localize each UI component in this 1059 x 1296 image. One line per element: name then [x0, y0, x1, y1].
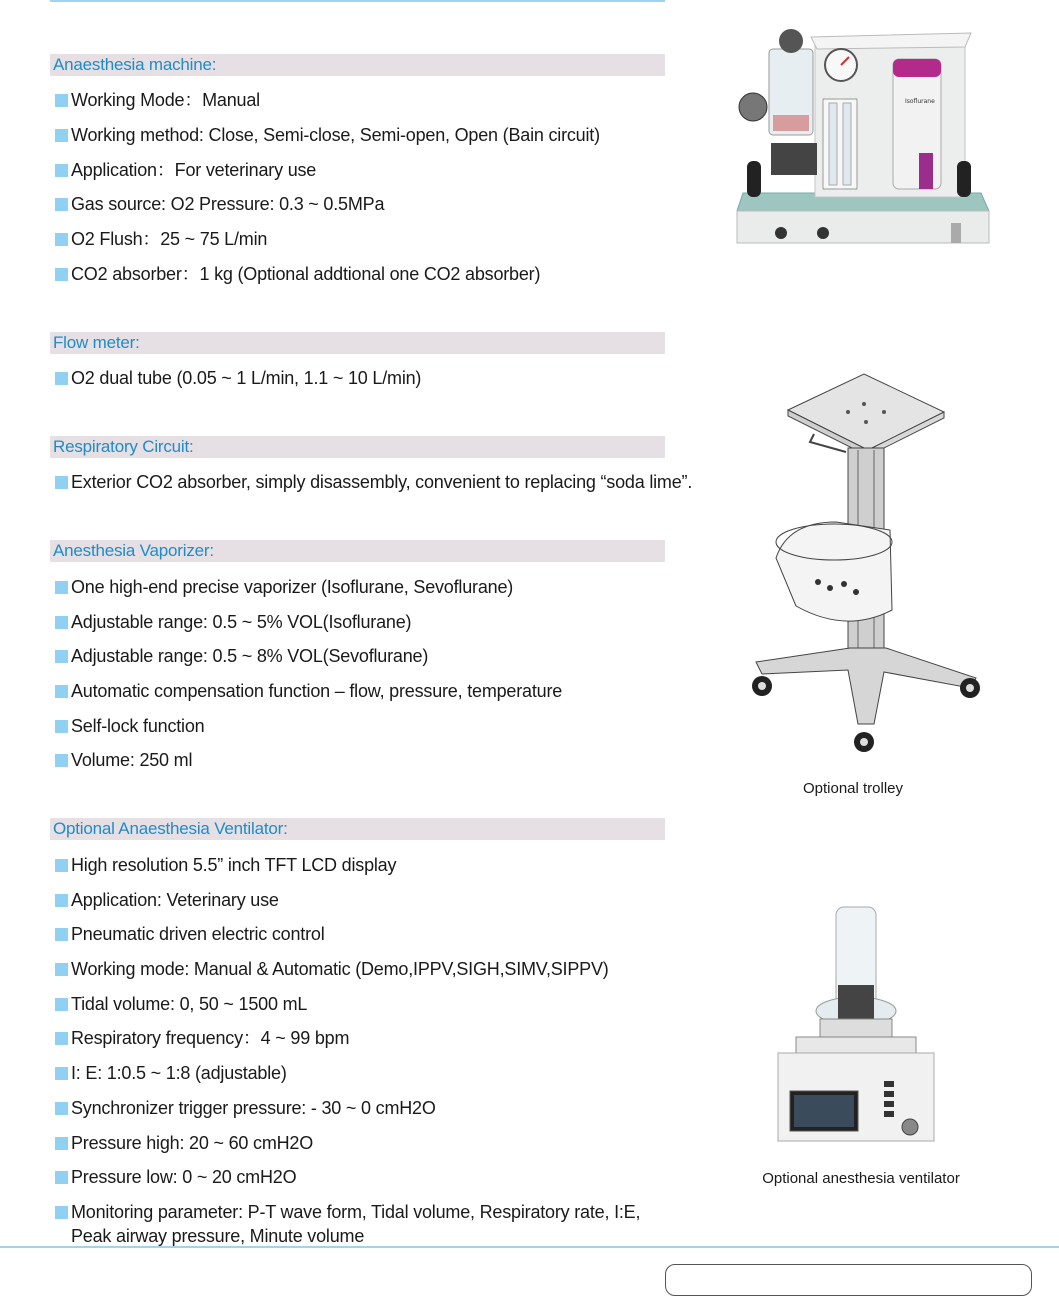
section-header-anesthesia-vaporizer: Anesthesia Vaporizer:	[50, 540, 665, 562]
bullet-square-icon	[55, 1171, 68, 1184]
list-item-continuation: Peak airway pressure, Minute volume	[71, 1226, 365, 1246]
list-item: I: E: 1:0.5 ~ 1:8 (adjustable)	[55, 1061, 287, 1085]
list-item: Pressure low: 0 ~ 20 cmH2O	[55, 1165, 296, 1189]
bullet-square-icon	[55, 94, 68, 107]
trolley-caption: Optional trolley	[802, 780, 904, 797]
bullet-square-icon	[55, 616, 68, 629]
list-item: Synchronizer trigger pressure: - 30 ~ 0 cmH2O	[55, 1096, 436, 1120]
ventilator-image	[776, 903, 938, 1143]
bullet-square-icon	[55, 581, 68, 594]
list-item: O2 Flush：25 ~ 75 L/min	[55, 227, 267, 251]
list-item: Volume: 250 ml	[55, 748, 192, 772]
list-item: Monitoring parameter: P-T wave form, Tidal volume, Respiratory rate, I:E,	[55, 1200, 640, 1224]
list-item: Working method: Close, Semi-close, Semi-open, Open (Bain circuit)	[55, 123, 600, 147]
section-header-flow-meter: Flow meter:	[50, 332, 665, 354]
list-item: Working Mode：Manual	[55, 88, 260, 112]
list-item: O2 dual tube (0.05 ~ 1 L/min, 1.1 ~ 10 L/min)	[55, 366, 421, 390]
vaporizer-label: Isoflurane	[905, 98, 935, 105]
bullet-square-icon	[55, 998, 68, 1011]
list-item: Working mode: Manual & Automatic (Demo,IPPV,SIGH,SIMV,SIPPV)	[55, 957, 609, 981]
bullet-square-icon	[55, 859, 68, 872]
list-item: Automatic compensation function – flow, pressure, temperature	[55, 679, 562, 703]
bullet-square-icon	[55, 650, 68, 663]
list-item: Adjustable range: 0.5 ~ 8% VOL(Sevoflurane)	[55, 644, 428, 668]
bullet-square-icon	[55, 164, 68, 177]
list-item: High resolution 5.5” inch TFT LCD display	[55, 853, 396, 877]
bullet-square-icon	[55, 476, 68, 489]
section-header-ventilator: Optional Anaesthesia Ventilator:	[50, 818, 665, 840]
bullet-square-icon	[55, 233, 68, 246]
section-header-respiratory-circuit: Respiratory Circuit:	[50, 436, 665, 458]
bullet-square-icon	[55, 1067, 68, 1080]
list-item: Application: Veterinary use	[55, 888, 279, 912]
bullet-square-icon	[55, 268, 68, 281]
list-item: CO2 absorber：1 kg (Optional addtional one CO2 absorber)	[55, 262, 540, 286]
list-item: One high-end precise vaporizer (Isoflurane, Sevoflurane)	[55, 575, 513, 599]
bullet-square-icon	[55, 894, 68, 907]
top-rule	[50, 0, 665, 2]
list-item: Application：For veterinary use	[55, 158, 316, 182]
bullet-square-icon	[55, 1032, 68, 1045]
list-item: Adjustable range: 0.5 ~ 5% VOL(Isoflurane)	[55, 610, 411, 634]
anaesthesia-machine-image	[733, 15, 993, 250]
list-item: Respiratory frequency：4 ~ 99 bpm	[55, 1026, 349, 1050]
bullet-square-icon	[55, 928, 68, 941]
bullet-square-icon	[55, 198, 68, 211]
bullet-square-icon	[55, 372, 68, 385]
bullet-square-icon	[55, 1102, 68, 1115]
bullet-square-icon	[55, 685, 68, 698]
bullet-square-icon	[55, 720, 68, 733]
bullet-square-icon	[55, 1137, 68, 1150]
list-item: Gas source: O2 Pressure: 0.3 ~ 0.5MPa	[55, 192, 384, 216]
section-header-anaesthesia-machine: Anaesthesia machine:	[50, 54, 665, 76]
bottom-rule	[0, 1246, 1059, 1248]
trolley-image	[726, 372, 991, 762]
list-item: Pressure high: 20 ~ 60 cmH2O	[55, 1131, 313, 1155]
bullet-square-icon	[55, 963, 68, 976]
list-item: Exterior CO2 absorber, simply disassembly, convenient to replacing “soda lime”.	[55, 470, 692, 494]
bottom-box	[665, 1264, 1032, 1296]
bullet-square-icon	[55, 1206, 68, 1219]
list-item: Pneumatic driven electric control	[55, 922, 325, 946]
list-item: Self-lock function	[55, 714, 204, 738]
bullet-square-icon	[55, 129, 68, 142]
ventilator-caption: Optional anesthesia ventilator	[762, 1170, 960, 1187]
bullet-square-icon	[55, 754, 68, 767]
list-item: Tidal volume: 0, 50 ~ 1500 mL	[55, 992, 307, 1016]
